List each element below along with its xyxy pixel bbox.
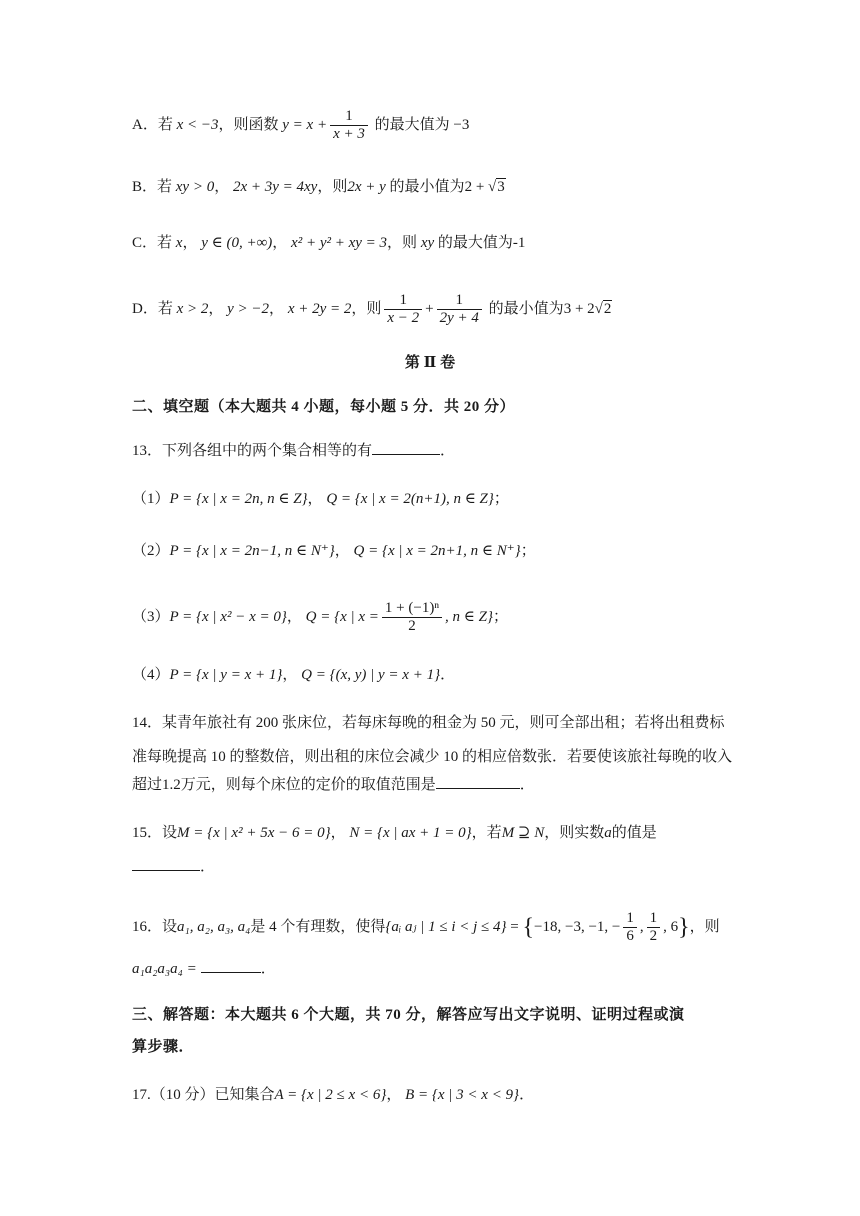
- set-q: Q = {x | x = 2(n+1), n ∈ Z}: [326, 491, 494, 507]
- text: 是 4 个有理数，使得: [250, 918, 386, 935]
- set-q: Q = {x | x =: [305, 608, 379, 625]
- option-c-c3: x² + y² + xy = 3: [291, 235, 388, 251]
- option-d-tail: 的最小值为: [488, 300, 564, 317]
- answer-blank: [372, 440, 440, 455]
- section-three-heading-line-2: 算步骤．: [132, 1039, 195, 1055]
- frac-num: 1: [345, 108, 353, 124]
- option-b-mid: ，则: [317, 179, 348, 195]
- sqrt-sign: √3: [488, 179, 505, 195]
- set-p: P = {x | y = x + 1}: [169, 667, 283, 683]
- sep: ，: [334, 543, 350, 559]
- option-d: [132, 292, 612, 327]
- end-mark: ．: [440, 443, 456, 459]
- plus-sign: +: [425, 300, 434, 317]
- set-p: P = {x | x² − x = 0}: [169, 608, 287, 625]
- option-d-c3: x + 2y = 2: [287, 300, 352, 317]
- text: 的值是: [611, 825, 657, 841]
- end-mark: ；: [493, 608, 509, 625]
- sep: ，: [330, 825, 346, 841]
- set-a: A = {x | 2 ≤ x < 6}: [274, 1087, 387, 1103]
- set-values-last: , 6: [663, 918, 679, 935]
- option-d-fraction-1: [384, 292, 422, 327]
- option-c-c1: x: [175, 235, 183, 251]
- sep: ，: [272, 235, 288, 251]
- set-q: Q = {(x, y) | y = x + 1}: [301, 667, 441, 683]
- frac-num: 1: [399, 292, 408, 308]
- frac-den: x − 2: [384, 309, 422, 327]
- option-c-tail: 的最大值为-1: [437, 235, 526, 251]
- option-a-function: y = x +: [282, 116, 328, 133]
- fraction-one-sixth: [623, 910, 637, 945]
- frac-num: 1: [649, 910, 658, 926]
- equals: =: [506, 918, 523, 935]
- variable: a: [604, 825, 612, 841]
- option-c-c2: y ∈ (0, +∞): [201, 235, 273, 251]
- frac-num: 1 + (−1)ⁿ: [384, 600, 440, 616]
- set-m: M = {x | x² + 5x − 6 = 0}: [177, 825, 331, 841]
- option-b-cond1: xy > 0: [175, 179, 215, 195]
- end-mark: ；: [493, 491, 509, 507]
- q13-item-1: [132, 488, 509, 510]
- part-two-heading: 第 Ⅱ 卷: [404, 355, 456, 371]
- text: 16．设: [132, 918, 178, 935]
- frac-den: 2: [382, 617, 442, 635]
- set-values: −18, −3, −1, −: [534, 918, 621, 935]
- question-15-blank-line: [132, 856, 215, 878]
- item-number: （1）: [132, 491, 170, 507]
- sep: ，: [282, 667, 298, 683]
- set-p: P = {x | x = 2n−1, n ∈ N⁺}: [169, 543, 335, 559]
- option-b-label: B．若: [132, 179, 173, 195]
- end-mark: ．: [519, 777, 535, 793]
- text: ，若: [471, 825, 502, 841]
- section-three-heading-line-1: 三、解答题：本大题共 6 个大题，共 70 分，解答应写出文字说明、证明过程或演: [132, 1007, 685, 1023]
- option-d-value: 3 + 2: [563, 300, 595, 317]
- q13-item-3: [132, 600, 508, 635]
- frac-num: 1: [626, 910, 634, 926]
- option-a-condition: x < −3: [176, 116, 219, 133]
- option-c: [132, 232, 525, 254]
- relation: M ⊇ N: [501, 825, 545, 841]
- end-mark: ．: [260, 961, 276, 977]
- option-b-cond2: 2x + 3y = 4xy: [232, 179, 318, 195]
- question-14-line-1: 14．某青年旅社有 200 张床位，若每床每晚的租金为 50 元，则可全部出租；若将出租费标: [132, 715, 725, 731]
- option-c-mid: ，则: [387, 235, 418, 251]
- option-d-c1: x > 2: [176, 300, 209, 317]
- item-number: （4）: [132, 667, 170, 683]
- product-expression: a₁a₂a₃a₄ =: [132, 961, 197, 977]
- question-14-line-2: 准每晚提高 10 的整数倍，则出租的床位会减少 10 的相应倍数张．若要使该旅社每晚的收入: [132, 749, 733, 765]
- question-15: [132, 822, 657, 844]
- option-a-fraction: [330, 108, 368, 143]
- item-number: （3）: [132, 608, 170, 625]
- product-set: {aᵢ aⱼ | 1 ≤ i < j ≤ 4}: [385, 918, 507, 935]
- option-b: [132, 176, 506, 198]
- option-b-expr: 2x + y: [347, 179, 386, 195]
- text: 超过: [132, 777, 163, 793]
- option-a-label: A．若: [132, 116, 173, 133]
- sep: ,: [639, 918, 644, 935]
- option-c-label: C．若: [132, 235, 173, 251]
- sqrt-sign: √2: [594, 300, 612, 317]
- option-d-c2: y > −2: [227, 300, 270, 317]
- option-a: [132, 108, 469, 143]
- frac-num: 1: [455, 292, 464, 308]
- frac-den: 2: [647, 927, 661, 945]
- option-b-value: 2 +: [464, 179, 489, 195]
- text: ，则实数: [544, 825, 605, 841]
- sep: ，: [208, 300, 224, 317]
- q13-item-2: [132, 540, 536, 562]
- frac-den: 6: [623, 927, 637, 945]
- value: 1.2: [162, 777, 181, 793]
- option-a-tail: 的最大值为 −3: [374, 116, 470, 133]
- text: 17.（10 分）已知集合: [132, 1087, 275, 1103]
- sep: ，: [182, 235, 198, 251]
- answer-blank: [132, 856, 200, 871]
- end-mark: ．: [200, 859, 216, 875]
- q13-item-4: [132, 664, 455, 686]
- sep: ，: [286, 608, 302, 625]
- set-b: B = {x | 3 < x < 9}: [405, 1087, 520, 1103]
- option-c-expr: xy: [420, 235, 435, 251]
- question-16: [132, 910, 720, 945]
- end-mark: ；: [520, 543, 536, 559]
- set-q: Q = {x | x = 2n+1, n ∈ N⁺}: [353, 543, 521, 559]
- end-mark: ．: [519, 1087, 535, 1103]
- item-number: （2）: [132, 543, 170, 559]
- right-brace-icon: }: [678, 914, 690, 941]
- frac-den: 2y + 4: [437, 309, 482, 327]
- radicand: 2: [603, 300, 612, 317]
- option-b-tail: 的最小值为: [389, 179, 465, 195]
- option-d-fraction-2: [437, 292, 482, 327]
- left-brace-icon: {: [522, 914, 535, 941]
- option-d-mid: ，则: [351, 300, 382, 317]
- frac-den: x + 3: [330, 125, 368, 143]
- radicand: 3: [497, 179, 505, 195]
- question-14-line-3: [132, 774, 535, 796]
- text: 万元，则每个床位的定价的取值范围是: [180, 777, 436, 793]
- answer-blank: [201, 958, 261, 973]
- question-16-answer-line: [132, 958, 276, 980]
- end-mark: ．: [440, 667, 456, 683]
- question-13-stem: 13．下列各组中的两个集合相等的有: [132, 443, 373, 459]
- sep: ，: [269, 300, 285, 317]
- answer-blank: [436, 774, 520, 789]
- option-d-label: D．若: [132, 300, 173, 317]
- set-n: N = {x | ax + 1 = 0}: [349, 825, 472, 841]
- set-q-rest: , n ∈ Z}: [445, 608, 493, 625]
- variables: a₁, a₂, a₃, a₄: [177, 918, 251, 935]
- text: ，则: [689, 918, 720, 935]
- question-13: [132, 440, 455, 462]
- sep: ，: [214, 179, 230, 195]
- q13-item-3-fraction: [382, 600, 442, 635]
- sep: ，: [386, 1087, 402, 1103]
- section-two-heading: 二、填空题（本大题共 4 小题，每小题 5 分．共 20 分）: [132, 399, 516, 415]
- set-p: P = {x | x = 2n, n ∈ Z}: [169, 491, 308, 507]
- option-a-mid: ，则函数: [218, 116, 279, 133]
- fraction-one-half: [647, 910, 661, 945]
- sep: ，: [307, 491, 323, 507]
- question-17: [132, 1084, 534, 1106]
- text: 15．设: [132, 825, 178, 841]
